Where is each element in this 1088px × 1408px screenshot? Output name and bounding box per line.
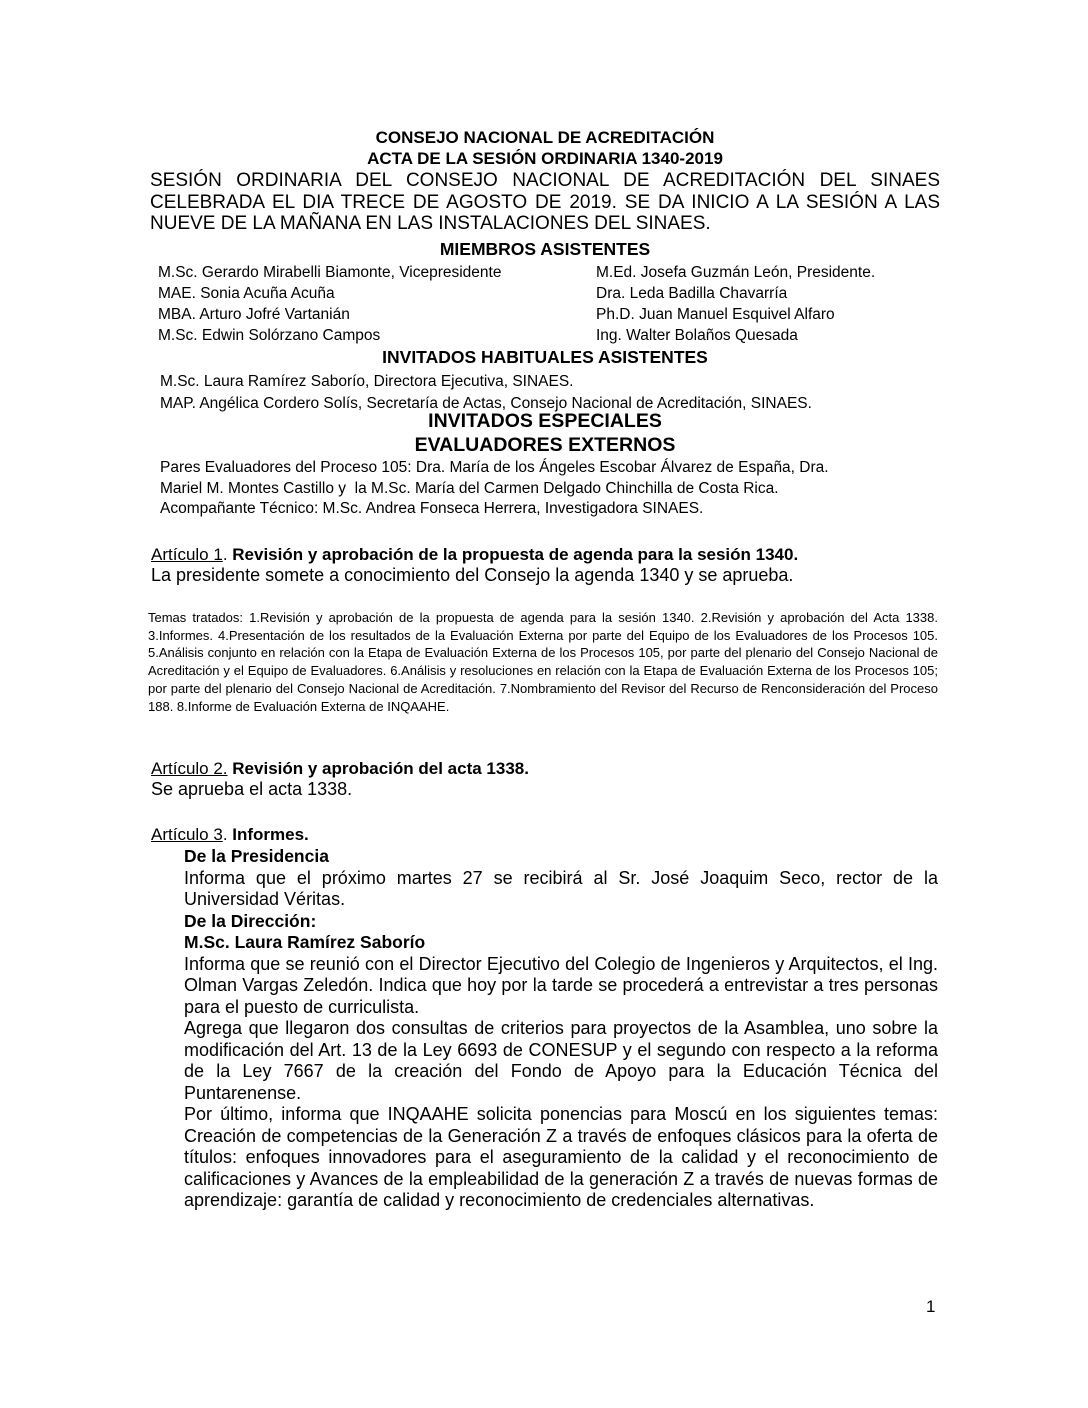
habitual-guests-heading: INVITADOS HABITUALES ASISTENTES: [382, 347, 708, 367]
article-3-separator: .: [222, 825, 233, 844]
member-name: M.Sc. Edwin Solórzano Campos: [158, 327, 381, 344]
member-name: Ph.D. Juan Manuel Esquivel Alfaro: [596, 306, 835, 323]
direction-report-paragraph: Agrega que llegaron dos consultas de criterios para proyectos de la Asamblea, uno sobre la modificación del Art. 13 de la Ley 6693 de CONESUP y el segundo con respecto a la reforma de la Ley 7667 de la creación del Fondo de Apoyo para la Educación Técnica del Puntarenense.: [184, 1018, 938, 1103]
habitual-guests-list: [160, 371, 812, 414]
guest-line: M.Sc. Laura Ramírez Saborío, Directora Ejecutiva, SINAES.: [160, 373, 574, 390]
article-1-separator: .: [222, 545, 233, 564]
member-row: [158, 325, 938, 346]
page-number: 1: [926, 1297, 936, 1316]
member-name: Ing. Walter Bolaños Quesada: [596, 327, 798, 344]
article-2: [151, 758, 941, 800]
member-name: MBA. Arturo Jofré Vartanián: [158, 306, 350, 323]
guest-line: MAP. Angélica Cordero Solís, Secretaría de Actas, Consejo Nacional de Acreditación, SINAES.: [160, 394, 812, 412]
external-evaluators-heading: EVALUADORES EXTERNOS: [414, 434, 676, 456]
article-3-title: Informes.: [232, 825, 309, 844]
presidency-report: Informa que el próximo martes 27 se recibirá al Sr. José Joaquim Seco, rector de la Universidad Véritas.: [184, 867, 938, 909]
article-1-label: Artículo 1: [151, 545, 223, 564]
evaluator-line: Pares Evaluadores del Proceso 105: Dra. María de los Ángeles Escobar Álvarez de España, Dra.: [160, 459, 829, 476]
session-title: ACTA DE LA SESIÓN ORDINARIA 1340-2019: [367, 149, 723, 168]
intro-line: NUEVE DE LA MAÑANA EN LAS INSTALACIONES DEL SINAES.: [150, 213, 711, 234]
article-3-heading: [151, 824, 941, 845]
article-3-reports: [184, 846, 938, 1212]
intro-line: SESIÓN ORDINARIA DEL CONSEJO NACIONAL DE ACREDITACIÓN DEL SINAES: [150, 170, 940, 191]
member-name: M.Ed. Josefa Guzmán León, Presidente.: [596, 264, 876, 281]
article-2-label: Artículo 2.: [151, 759, 228, 778]
member-row: [158, 283, 938, 304]
article-1-body: La presidente somete a conocimiento del Consejo la agenda 1340 y se aprueba.: [151, 565, 794, 585]
article-1: [151, 544, 941, 586]
members-list: [158, 262, 938, 346]
article-3-label: Artículo 3: [151, 825, 223, 844]
intro-line: CELEBRADA EL DIA TRECE DE AGOSTO DE 2019. SE DA INICIO A LA SESIÓN A LAS: [150, 191, 940, 213]
evaluator-line: Mariel M. Montes Castillo y la M.Sc. María del Carmen Delgado Chinchilla de Costa Rica.: [160, 479, 779, 497]
direction-report-paragraph: Informa que se reunió con el Director Ejecutivo del Colegio de Ingenieros y Arquitectos, el Ing. Olman Vargas Zeledón. Indica que hoy por la tarde se procederá a entrevistar a tres personas para el puesto de curriculista.: [184, 953, 938, 1017]
article-2-heading: [151, 758, 941, 779]
article-1-heading: [151, 544, 941, 565]
session-intro: [150, 170, 940, 235]
member-name: MAE. Sonia Acuña Acuña: [158, 285, 335, 302]
topics-covered: Temas tratados: 1.Revisión y aprobación de la propuesta de agenda para la sesión 1340. 2.Revisión y aprobación del Acta 1338. 3.Informes. 4.Presentación de los resultados de la Evaluación Externa por parte del Equipo de los Evaluadores de los Procesos 105. 5.Análisis conjunto en relación con la Etapa de Evaluación Externa de los Procesos 105, por parte del plenario del Consejo Nacional de Acreditación y el Equipo de Evaluadores. 6.Análisis y resoluciones en relación con la Etapa de Evaluación Externa de los Procesos 105; por parte del plenario del Consejo Nacional de Acreditación. 7.Nombramiento del Revisor del Recurso de Renconsideración del Proceso 188. 8.Informe de Evaluación Externa de INQAAHE.: [148, 610, 938, 714]
member-name: Dra. Leda Badilla Chavarría: [596, 285, 788, 302]
direction-report-paragraph: Por último, informa que INQAAHE solicita ponencias para Moscú en los siguientes temas: Creación de competencias de la Generación Z a través de enfoques clásicos para la oferta de títulos: enfoques innovadores para el aseguramiento de la calidad y el reconocimiento de calificaciones y Avances de la empleabilidad de la generación Z a través de nuevas formas de aprendizaje: garantía de calidad y reconocimiento de credenciales alternativas.: [184, 1104, 938, 1210]
presidency-heading: De la Presidencia: [184, 846, 329, 866]
member-name: M.Sc. Gerardo Mirabelli Biamonte, Vicepresidente: [158, 264, 502, 281]
members-heading: MIEMBROS ASISTENTES: [439, 239, 651, 259]
evaluator-line: Acompañante Técnico: M.Sc. Andrea Fonseca Herrera, Investigadora SINAES.: [160, 500, 704, 517]
article-3: [151, 824, 941, 845]
external-evaluators-list: [160, 458, 940, 520]
member-row: [158, 304, 938, 325]
council-title: CONSEJO NACIONAL DE ACREDITACIÓN: [375, 128, 715, 147]
director-name: M.Sc. Laura Ramírez Saborío: [184, 932, 426, 952]
special-guests-heading: INVITADOS ESPECIALES: [428, 410, 662, 432]
article-2-title: Revisión y aprobación del acta 1338.: [232, 759, 529, 778]
member-row: [158, 262, 938, 283]
article-2-body: Se aprueba el acta 1338.: [151, 779, 353, 799]
article-1-title: Revisión y aprobación de la propuesta de agenda para la sesión 1340.: [232, 545, 799, 564]
direction-heading: De la Dirección:: [184, 910, 317, 931]
